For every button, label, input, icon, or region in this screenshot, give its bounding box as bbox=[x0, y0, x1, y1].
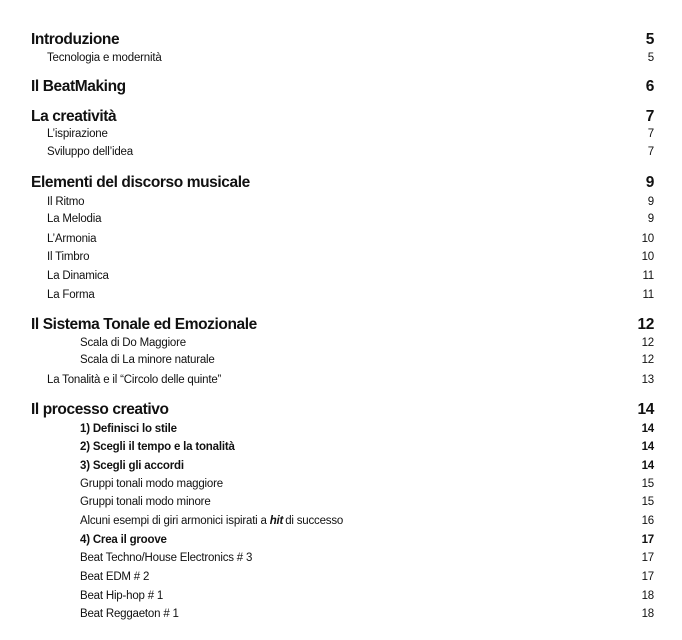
toc-page-number: 18 bbox=[641, 608, 654, 620]
toc-entry-label bbox=[47, 196, 84, 208]
toc-page-number: 15 bbox=[641, 496, 654, 508]
toc-page-number: 11 bbox=[642, 289, 654, 301]
toc-entry-label bbox=[47, 128, 108, 140]
toc-page-number: 12 bbox=[641, 354, 654, 366]
toc-entry-label bbox=[47, 52, 162, 64]
toc-entry-title: Introduzione bbox=[31, 31, 120, 48]
toc-entry-title: La Tonalità e il “Circolo delle quinte” bbox=[47, 374, 222, 386]
toc-entry-title: 4) Crea il groove bbox=[80, 534, 167, 546]
toc-page-number: 13 bbox=[641, 374, 654, 386]
toc-entry-label bbox=[80, 441, 235, 453]
toc-page-number: 10 bbox=[641, 233, 654, 245]
toc-entry[interactable] bbox=[0, 423, 682, 441]
toc-entry-label bbox=[80, 608, 179, 620]
toc-entry-label bbox=[47, 374, 221, 386]
toc-entry-title: L’Armonia bbox=[47, 233, 97, 245]
toc-entry-label bbox=[47, 270, 109, 282]
toc-entry[interactable] bbox=[0, 337, 682, 355]
toc-page-number: 14 bbox=[641, 423, 654, 435]
toc-page-number: 14 bbox=[637, 401, 654, 418]
toc-entry[interactable] bbox=[0, 515, 682, 533]
toc-page-number: 12 bbox=[641, 337, 654, 349]
toc-page-number: 12 bbox=[637, 316, 654, 333]
toc-page-number: 16 bbox=[641, 515, 654, 527]
toc-entry[interactable] bbox=[0, 608, 682, 626]
toc-entry-title: 2) Scegli il tempo e la tonalità bbox=[80, 441, 235, 453]
toc-entry-label bbox=[80, 337, 186, 349]
toc-entry-label bbox=[80, 515, 343, 527]
toc-entry-label bbox=[80, 552, 252, 564]
toc-entry-title: Beat Hip-hop # 1 bbox=[80, 590, 164, 602]
toc-entry-title: La Forma bbox=[47, 289, 95, 301]
toc-entry-label bbox=[47, 251, 89, 263]
toc-entry[interactable] bbox=[0, 233, 682, 251]
toc-entry-title: 3) Scegli gli accordi bbox=[80, 460, 184, 472]
toc-entry-title: Sviluppo dell’idea bbox=[47, 146, 133, 158]
toc-entry-title: La creatività bbox=[31, 108, 117, 125]
toc-entry-title: Beat EDM # 2 bbox=[80, 571, 150, 583]
toc-entry-label bbox=[80, 571, 149, 583]
toc-chapter[interactable] bbox=[0, 316, 682, 334]
toc-entry[interactable] bbox=[0, 590, 682, 608]
toc-entry-label bbox=[31, 78, 126, 96]
toc-entry-label bbox=[31, 174, 250, 192]
toc-page-number: 17 bbox=[641, 534, 654, 546]
toc-entry[interactable] bbox=[0, 52, 682, 70]
toc-entry-label bbox=[31, 316, 257, 334]
toc-page-number: 5 bbox=[645, 31, 654, 48]
toc-entry-label bbox=[80, 423, 177, 435]
toc-entry-label bbox=[80, 496, 211, 508]
toc-page-number: 7 bbox=[647, 146, 654, 158]
toc-page-number: 7 bbox=[645, 108, 654, 125]
toc-entry-label bbox=[47, 289, 95, 301]
toc-entry-title: La Dinamica bbox=[47, 270, 109, 282]
toc-page-number: 15 bbox=[641, 478, 654, 490]
toc-entry-title: 1) Definisci lo stile bbox=[80, 423, 177, 435]
toc-entry[interactable] bbox=[0, 441, 682, 459]
toc-entry-title: Il processo creativo bbox=[31, 401, 169, 418]
toc-entry-title: Elementi del discorso musicale bbox=[31, 174, 250, 191]
toc-entry-title: Beat Reggaeton # 1 bbox=[80, 608, 179, 620]
toc-chapter[interactable] bbox=[0, 108, 682, 126]
toc-entry[interactable] bbox=[0, 571, 682, 589]
toc-entry[interactable] bbox=[0, 374, 682, 392]
toc-entry[interactable] bbox=[0, 270, 682, 288]
toc-page-number: 17 bbox=[641, 571, 654, 583]
toc-entry-title: Tecnologia e modernità bbox=[47, 52, 162, 64]
toc-entry-title: La Melodia bbox=[47, 213, 102, 225]
toc-entry[interactable] bbox=[0, 534, 682, 552]
toc-entry-label bbox=[80, 534, 167, 546]
toc-page-number: 9 bbox=[647, 213, 654, 225]
toc-page-number: 17 bbox=[641, 552, 654, 564]
toc-entry-title: Scala di Do Maggiore bbox=[80, 337, 186, 349]
toc-entry-label bbox=[47, 213, 101, 225]
toc-page-number: 18 bbox=[641, 590, 654, 602]
toc-page-number: 7 bbox=[647, 128, 654, 140]
toc-chapter[interactable] bbox=[0, 78, 682, 96]
toc-entry-emphasis: hit bbox=[269, 515, 284, 527]
toc-page-number: 10 bbox=[641, 251, 654, 263]
toc-entry-label bbox=[80, 590, 163, 602]
toc-entry-label bbox=[80, 478, 223, 490]
toc-entry-title: Gruppi tonali modo maggiore bbox=[80, 478, 223, 490]
toc-entry-title: Scala di La minore naturale bbox=[80, 354, 215, 366]
toc-page-number: 6 bbox=[645, 78, 654, 95]
toc-entry-label bbox=[31, 31, 119, 49]
toc-page-number: 9 bbox=[645, 174, 654, 191]
toc-entry-title: Il Sistema Tonale ed Emozionale bbox=[31, 316, 257, 333]
toc-entry[interactable] bbox=[0, 196, 682, 214]
toc-entry[interactable] bbox=[0, 146, 682, 164]
toc-page-number: 14 bbox=[641, 441, 654, 453]
toc-entry-title: Beat Techno/House Electronics # 3 bbox=[80, 552, 253, 564]
toc-chapter[interactable] bbox=[0, 401, 682, 419]
toc-entry[interactable] bbox=[0, 354, 682, 372]
toc-entry-label bbox=[80, 460, 184, 472]
toc-entry[interactable] bbox=[0, 128, 682, 146]
toc-entry[interactable] bbox=[0, 552, 682, 570]
toc-entry[interactable] bbox=[0, 478, 682, 496]
toc-entry-label bbox=[80, 354, 215, 366]
toc-entry-title: L’ispirazione bbox=[47, 128, 108, 140]
toc-page-number: 9 bbox=[647, 196, 654, 208]
toc-entry-title: Il BeatMaking bbox=[31, 78, 126, 95]
toc-chapter[interactable] bbox=[0, 174, 682, 192]
toc-entry-label bbox=[31, 108, 116, 126]
toc-chapter[interactable] bbox=[0, 31, 682, 49]
toc-entry-title: Alcuni esempi di giri armonici ispirati a bbox=[80, 515, 267, 527]
toc-entry-title: Gruppi tonali modo minore bbox=[80, 496, 211, 508]
toc-entry-suffix: di successo bbox=[285, 515, 344, 527]
toc-entry[interactable] bbox=[0, 460, 682, 478]
toc-entry-title: Il Ritmo bbox=[47, 196, 85, 208]
toc-entry-label bbox=[47, 146, 133, 158]
toc-page-number: 14 bbox=[641, 460, 654, 472]
toc-entry-label bbox=[31, 401, 169, 419]
toc-page-number: 11 bbox=[642, 270, 654, 282]
toc-page-number: 5 bbox=[647, 52, 654, 64]
toc-entry[interactable] bbox=[0, 213, 682, 231]
toc-entry[interactable] bbox=[0, 496, 682, 514]
toc-entry[interactable] bbox=[0, 289, 682, 307]
toc-entry-label bbox=[47, 233, 96, 245]
toc-entry-title: Il Timbro bbox=[47, 251, 90, 263]
toc-entry[interactable] bbox=[0, 251, 682, 269]
